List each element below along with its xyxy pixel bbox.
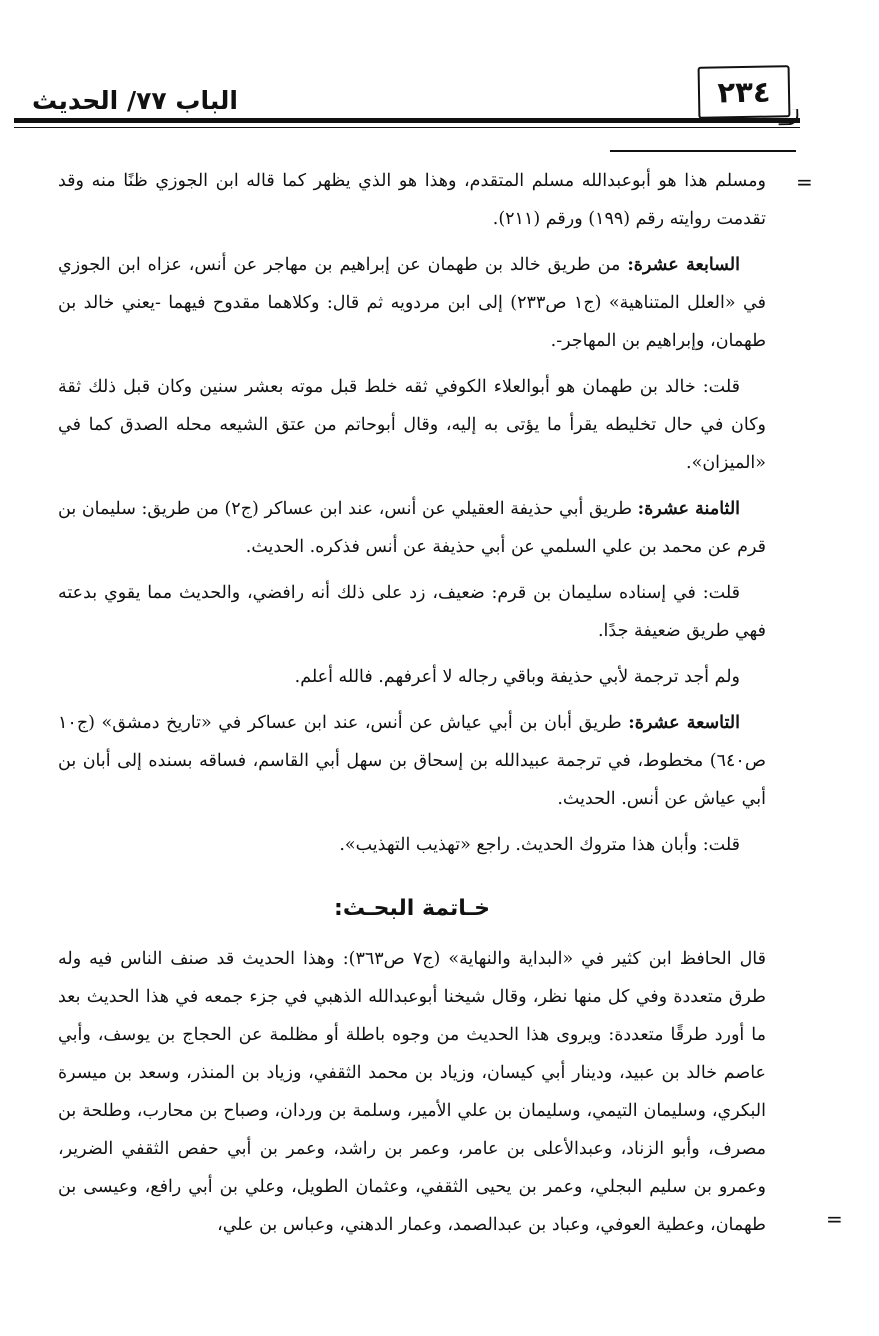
footnote-body — [58, 162, 766, 1252]
running-header-title: الباب ٧٧/ الحديث — [31, 86, 238, 115]
paragraph-6: ولم أجد ترجمة لأبي حذيفة وباقي رجاله لا أعرفهم. فالله أعلم. — [294, 667, 740, 687]
continuation-mark-top: = — [796, 170, 813, 194]
header-rule — [14, 118, 800, 123]
paragraph-lead: التاسعة عشرة: — [628, 713, 740, 733]
paragraph-1: ومسلم هذا هو أبوعبدالله مسلم المتقدم، وهذا هو الذي يظهر كما قاله ابن الجوزي ظنًا منه وقد تقدمت روايته رقم (١٩٩) ورقم (٢١١). — [58, 171, 766, 229]
paragraph-3: قلت: خالد بن طهمان هو أبوالعلاء الكوفي ثقه خلط قبل موته بعشر سنين وكان قبل ذلك ثقة وكان في حال تخليطه يقرأ ما يؤتى به إليه، وقال أبوحاتم من عتق الشيعه محله الصدق كما في «الميزان». — [58, 377, 766, 473]
paragraph-4: الثامنة عشرة: طريق أبي حذيفة العقيلي عن أنس، عند ابن عساكر (ج٢) من طريق: سليمان بن قرم عن محمد بن علي السلمي عن أبي حذيفة عن أنس فذكره. الحديث. — [58, 499, 766, 557]
page-number: ٢٣٤ — [698, 65, 791, 119]
paragraph-lead: الثامنة عشرة: — [637, 499, 741, 519]
paragraph-lead: السابعة عشرة: — [627, 255, 740, 275]
closing-paragraph: قال الحافظ ابن كثير في «البداية والنهاية» (ج٧ ص٣٦٣): وهذا الحديث قد صنف الناس فيه وله طرق متعددة وفي كل منها نظر، وقال شيخنا أبوعبدالله الذهبي في جزء جمعه في هذا الحديث بعد ما أورد طرقًا متعددة: ويروى هذا الحديث من وجوه باطلة أو مظلمة عن الحجاج بن يوسف، وأبي عاصم خالد بن عبيد، ودينار أبي كيسان، وزياد بن محمد الثقفي، وزياد بن المنذر، وسعد بن ميسرة البكري، وسليمان التيمي، وسليمان بن علي الأمير، وسلمة بن وردان، وصباح بن محارب، وطلحة بن مصرف، وأبو الزناد، وعبدالأعلى بن عامر، وعمر بن راشد، وعمر بن أبي حفص الثقفي الضرير، وعمرو بن سليم البجلي، وعمر بن يحيى الثقفي، وعثمان الطويل، وعلي بن أبي رافع، وعيسى بن طهمان، وعطية العوفي، وعباد بن عبدالصمد، وعمار الدهني، وعباس بن علي، — [58, 949, 766, 1235]
paragraph-5: قلت: في إسناده سليمان بن قرم: ضعيف، زد على ذلك أنه رافضي، والحديث مما يقوي بدعته فهي طريق ضعيفة جدًا. — [58, 583, 766, 641]
section-heading: خـاتمة البحـث: — [334, 896, 490, 921]
paragraph-2: السابعة عشرة: من طريق خالد بن طهمان عن إبراهيم بن مهاجر عن أنس، عزاه ابن الجوزي في «العلل المتناهية» (ج١ ص٢٣٣) إلى ابن مردويه ثم قال: وكلاهما مقدوح فيهما -يعني خالد بن طهمان، وإبراهيم بن المهاجر-. — [58, 255, 766, 351]
footnote-separator — [610, 150, 796, 152]
continuation-mark-bottom: = — [826, 1207, 843, 1231]
paragraph-7: التاسعة عشرة: طريق أبان بن أبي عياش عن أنس، عند ابن عساكر في «تاريخ دمشق» (ج١٠ ص٦٤٠) مخطوط، في ترجمة عبيدالله بن إسحاق بن سهل أبي القاسم، فساقه بسنده إلى أبان بن أبي عياش عن أنس. الحديث. — [58, 713, 766, 809]
paragraph-8: قلت: وأبان هذا متروك الحديث. راجع «تهذيب التهذيب». — [339, 835, 740, 855]
header-rule-thin — [14, 127, 800, 128]
